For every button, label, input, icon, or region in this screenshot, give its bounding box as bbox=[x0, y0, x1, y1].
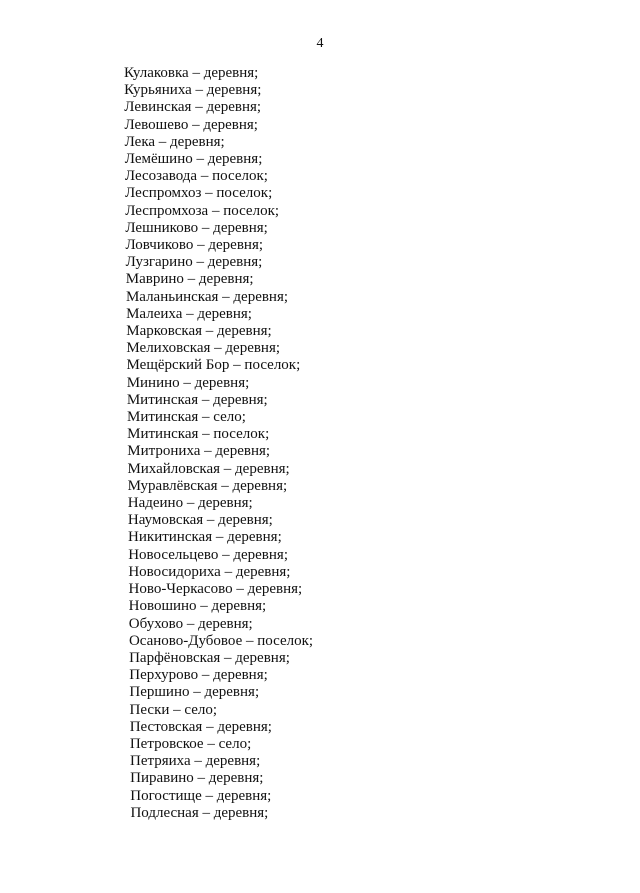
list-item: Новошино – деревня; bbox=[128, 598, 267, 615]
list-item: Никитинская – деревня; bbox=[128, 529, 282, 546]
list-item: Левинская – деревня; bbox=[124, 99, 262, 116]
list-item: Осаново-Дубовое – поселок; bbox=[128, 632, 314, 649]
list-item: Ново-Черкасово – деревня; bbox=[128, 581, 303, 598]
list-item: Митинская – деревня; bbox=[126, 391, 268, 408]
list-item: Обухово – деревня; bbox=[128, 615, 253, 632]
list-item: Петровское – село; bbox=[129, 735, 252, 752]
list-item: Новосельцево – деревня; bbox=[128, 546, 288, 563]
list-item: Митрониха – деревня; bbox=[127, 443, 271, 460]
list-item: Маланьинская – деревня; bbox=[125, 288, 289, 305]
list-item: Лека – деревня; bbox=[124, 133, 225, 150]
list-item: Мещёрский Бор – поселок; bbox=[126, 357, 301, 374]
list-item: Погостище – деревня; bbox=[130, 787, 272, 804]
list-item: Пиравино – деревня; bbox=[130, 770, 264, 787]
list-item: Михайловская – деревня; bbox=[127, 460, 290, 477]
list-item: Першино – деревня; bbox=[129, 684, 260, 701]
list-item: Надеино – деревня; bbox=[127, 495, 253, 512]
list-item: Муравлёвская – деревня; bbox=[127, 477, 288, 494]
list-item: Пестовская – деревня; bbox=[129, 718, 272, 735]
list-item: Минино – деревня; bbox=[126, 374, 250, 391]
list-item: Перхурово – деревня; bbox=[129, 667, 268, 684]
list-item: Лемёшино – деревня; bbox=[124, 151, 263, 168]
list-item: Митинская – село; bbox=[127, 409, 246, 426]
list-item: Наумовская – деревня; bbox=[127, 512, 273, 529]
list-item: Мелиховская – деревня; bbox=[126, 340, 281, 357]
page-number: 4 bbox=[316, 36, 324, 51]
list-item: Новосидориха – деревня; bbox=[128, 563, 291, 580]
list-item: Парфёновская – деревня; bbox=[129, 649, 290, 666]
list-item: Малеиха – деревня; bbox=[126, 305, 252, 322]
list-item: Маврино – деревня; bbox=[125, 271, 254, 288]
list-item: Кулаковка – деревня; bbox=[124, 65, 259, 81]
list-item: Ловчиково – деревня; bbox=[125, 237, 264, 254]
list-item: Леспромхоза – поселок; bbox=[125, 202, 280, 219]
list-item: Митинская – поселок; bbox=[127, 426, 270, 443]
list-item: Лешниково – деревня; bbox=[125, 219, 268, 236]
list-item: Петряиха – деревня; bbox=[130, 753, 261, 770]
list-item: Левошево – деревня; bbox=[124, 116, 258, 133]
list-item: Пески – село; bbox=[129, 701, 218, 718]
settlement-list bbox=[124, 65, 313, 822]
list-item: Лесозавода – поселок; bbox=[124, 168, 268, 185]
list-item: Лузгарино – деревня; bbox=[125, 254, 263, 271]
list-item: Марковская – деревня; bbox=[126, 323, 272, 340]
list-item: Леспромхоз – поселок; bbox=[125, 185, 273, 202]
list-item: Подлесная – деревня; bbox=[130, 804, 269, 821]
list-item: Курьяниха – деревня; bbox=[124, 82, 262, 99]
